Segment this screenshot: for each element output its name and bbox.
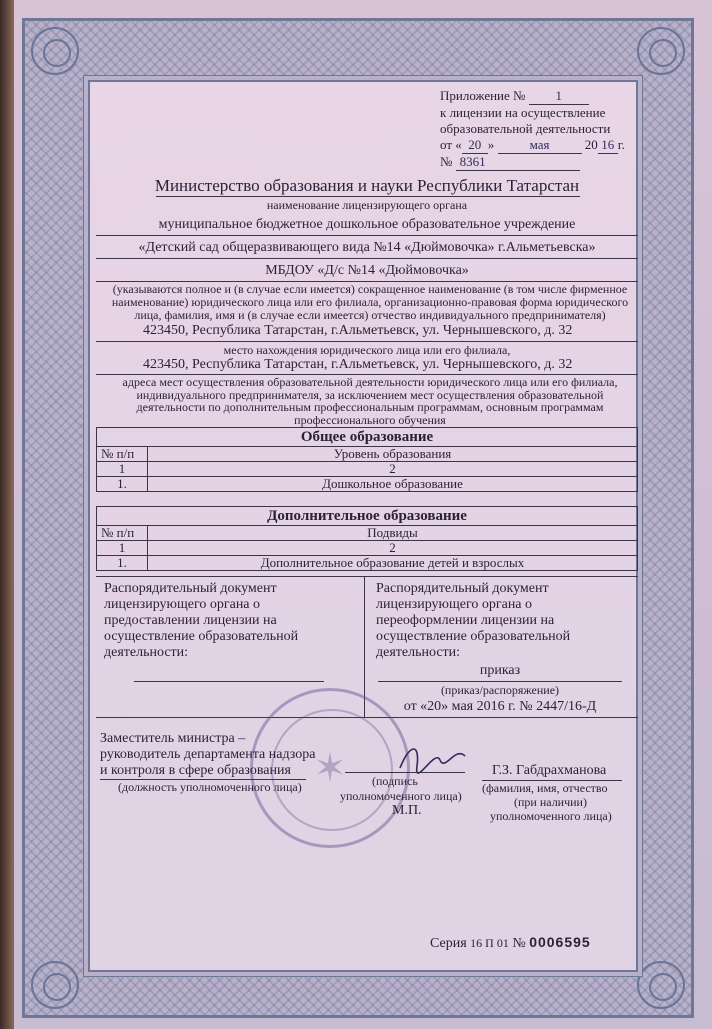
activity-address: 423450, Республика Татарстан, г.Альметьевск, ул. Чернышевского, д. 32 [143, 357, 573, 372]
signature-underline [345, 772, 465, 773]
table-index-cell: 2 [148, 541, 638, 556]
decision-right-doc-type: приказ [479, 663, 521, 678]
organization-line-2: «Детский сад общеразвивающего вида №14 «Дюймовочка» г.Альметьевска» [138, 240, 596, 255]
corner-ornament-icon [637, 961, 685, 1009]
serial-line [430, 934, 591, 952]
organization-short-name: МБДОУ «Д/с №14 «Дюймовочка» [265, 263, 469, 278]
signatory-name: Г.З. Габдрахманова [492, 763, 607, 778]
divider [96, 341, 638, 342]
serial-series: 16 П 01 [470, 936, 509, 950]
table-col-number-header: № п/п [97, 526, 148, 541]
corner-ornament-icon [31, 27, 79, 75]
signatory-line-3: и контроля в сфере образования [100, 763, 291, 778]
divider [96, 258, 638, 259]
date-mid: » [487, 137, 495, 152]
corner-ornament-icon [31, 961, 79, 1009]
year-prefix: 20 [584, 137, 598, 152]
license-number: 8361 [456, 154, 580, 171]
appendix-line-1: к лицензии на осуществление [440, 105, 606, 120]
year-suffix: г. [617, 137, 625, 152]
appendix-label: Приложение № [440, 88, 526, 103]
general-education-table [96, 427, 638, 492]
divider [96, 235, 638, 236]
appendix-line-2: образовательной деятельности [440, 121, 611, 136]
location-address: 423450, Республика Татарстан, г.Альметьевск, ул. Чернышевского, д. 32 [143, 323, 573, 338]
activity-address-caption: адреса мест осуществления образовательной деятельности юридического лица или его филиала, индивидуального предпринимателя, за исключением мест осуществления образовательной деятельности по дополнительным профессиональным программам, основным программам профессионального обучения [122, 375, 618, 427]
name-caption-2: (при наличии) [514, 795, 587, 809]
organization-caption: (указываются полное и (в случае если имеется) сокращенное наименование (в том числе фирменное наименование) юридического лица или его филиала, организационно-правовая форма юридического лица, фамилия, имя и (в случае если имеется) отчество индивидуального предпринимателя) [111, 282, 629, 322]
decision-left-blank [134, 681, 324, 682]
table-row-number: 1. [97, 477, 148, 492]
additional-education-table [96, 506, 638, 571]
location-caption: место нахождения юридического лица или его филиала, [223, 343, 511, 357]
signature-caption-1: (подпись [372, 774, 418, 788]
name-caption-3: уполномоченного лица) [490, 809, 612, 823]
appendix-header [440, 88, 625, 171]
table-index-cell: 2 [148, 462, 638, 477]
ministry-name: Министерство образования и науки Республики Татарстан [154, 176, 580, 195]
ministry-caption: наименование лицензирующего органа [266, 198, 468, 212]
signatory-line-1: Заместитель министра – [100, 731, 246, 746]
background-edge [0, 0, 14, 1029]
decision-left-text: Распорядительный документ лицензирующего органа о предоставлении лицензии на осуществление образовательной деятельности: [104, 581, 299, 660]
decision-right-text: Распорядительный документ лицензирующего органа о переоформлении лицензии на осуществление образовательной деятельности: [376, 581, 571, 660]
date-month: мая [498, 137, 582, 154]
decision-right-doc-caption: (приказ/распоряжение) [440, 683, 560, 697]
serial-number: 0006595 [529, 934, 591, 950]
date-prefix: от « [440, 137, 462, 152]
decision-right-doc-ref: от «20» мая 2016 г. № 2447/16-Д [403, 699, 597, 714]
organization-line-1: муниципальное бюджетное дошкольное образовательное учреждение [158, 217, 576, 232]
table-index-cell: 1 [97, 541, 148, 556]
serial-number-label: № [512, 936, 526, 951]
table-index-cell: 1 [97, 462, 148, 477]
appendix-number: 1 [529, 88, 589, 105]
table-col-number-header: № п/п [97, 447, 148, 462]
serial-label: Серия [430, 936, 467, 951]
signatory-line-2: руководитель департамента надзора [100, 747, 316, 762]
doc-type-underline [378, 681, 622, 682]
signature-caption-2: уполномоченного лица) [340, 789, 462, 803]
table-col-subtype-header: Подвиды [148, 526, 638, 541]
number-label: № [440, 154, 453, 169]
date-day: 20 [462, 137, 488, 154]
stamp-label: М.П. [392, 803, 422, 818]
position-caption: (должность уполномоченного лица) [118, 780, 302, 794]
table-col-level-header: Уровень образования [148, 447, 638, 462]
table-row-value: Дополнительное образование детей и взрослых [148, 556, 638, 571]
table-row-number: 1. [97, 556, 148, 571]
general-education-title: Общее образование [97, 428, 638, 447]
corner-ornament-icon [637, 27, 685, 75]
ministry-underline [156, 196, 580, 197]
date-year: 16 [598, 137, 618, 154]
table-row-value: Дошкольное образование [148, 477, 638, 492]
name-caption-1: (фамилия, имя, отчество [482, 781, 608, 795]
eagle-emblem-icon: ✶ [313, 745, 347, 791]
additional-education-title: Дополнительное образование [97, 507, 638, 526]
